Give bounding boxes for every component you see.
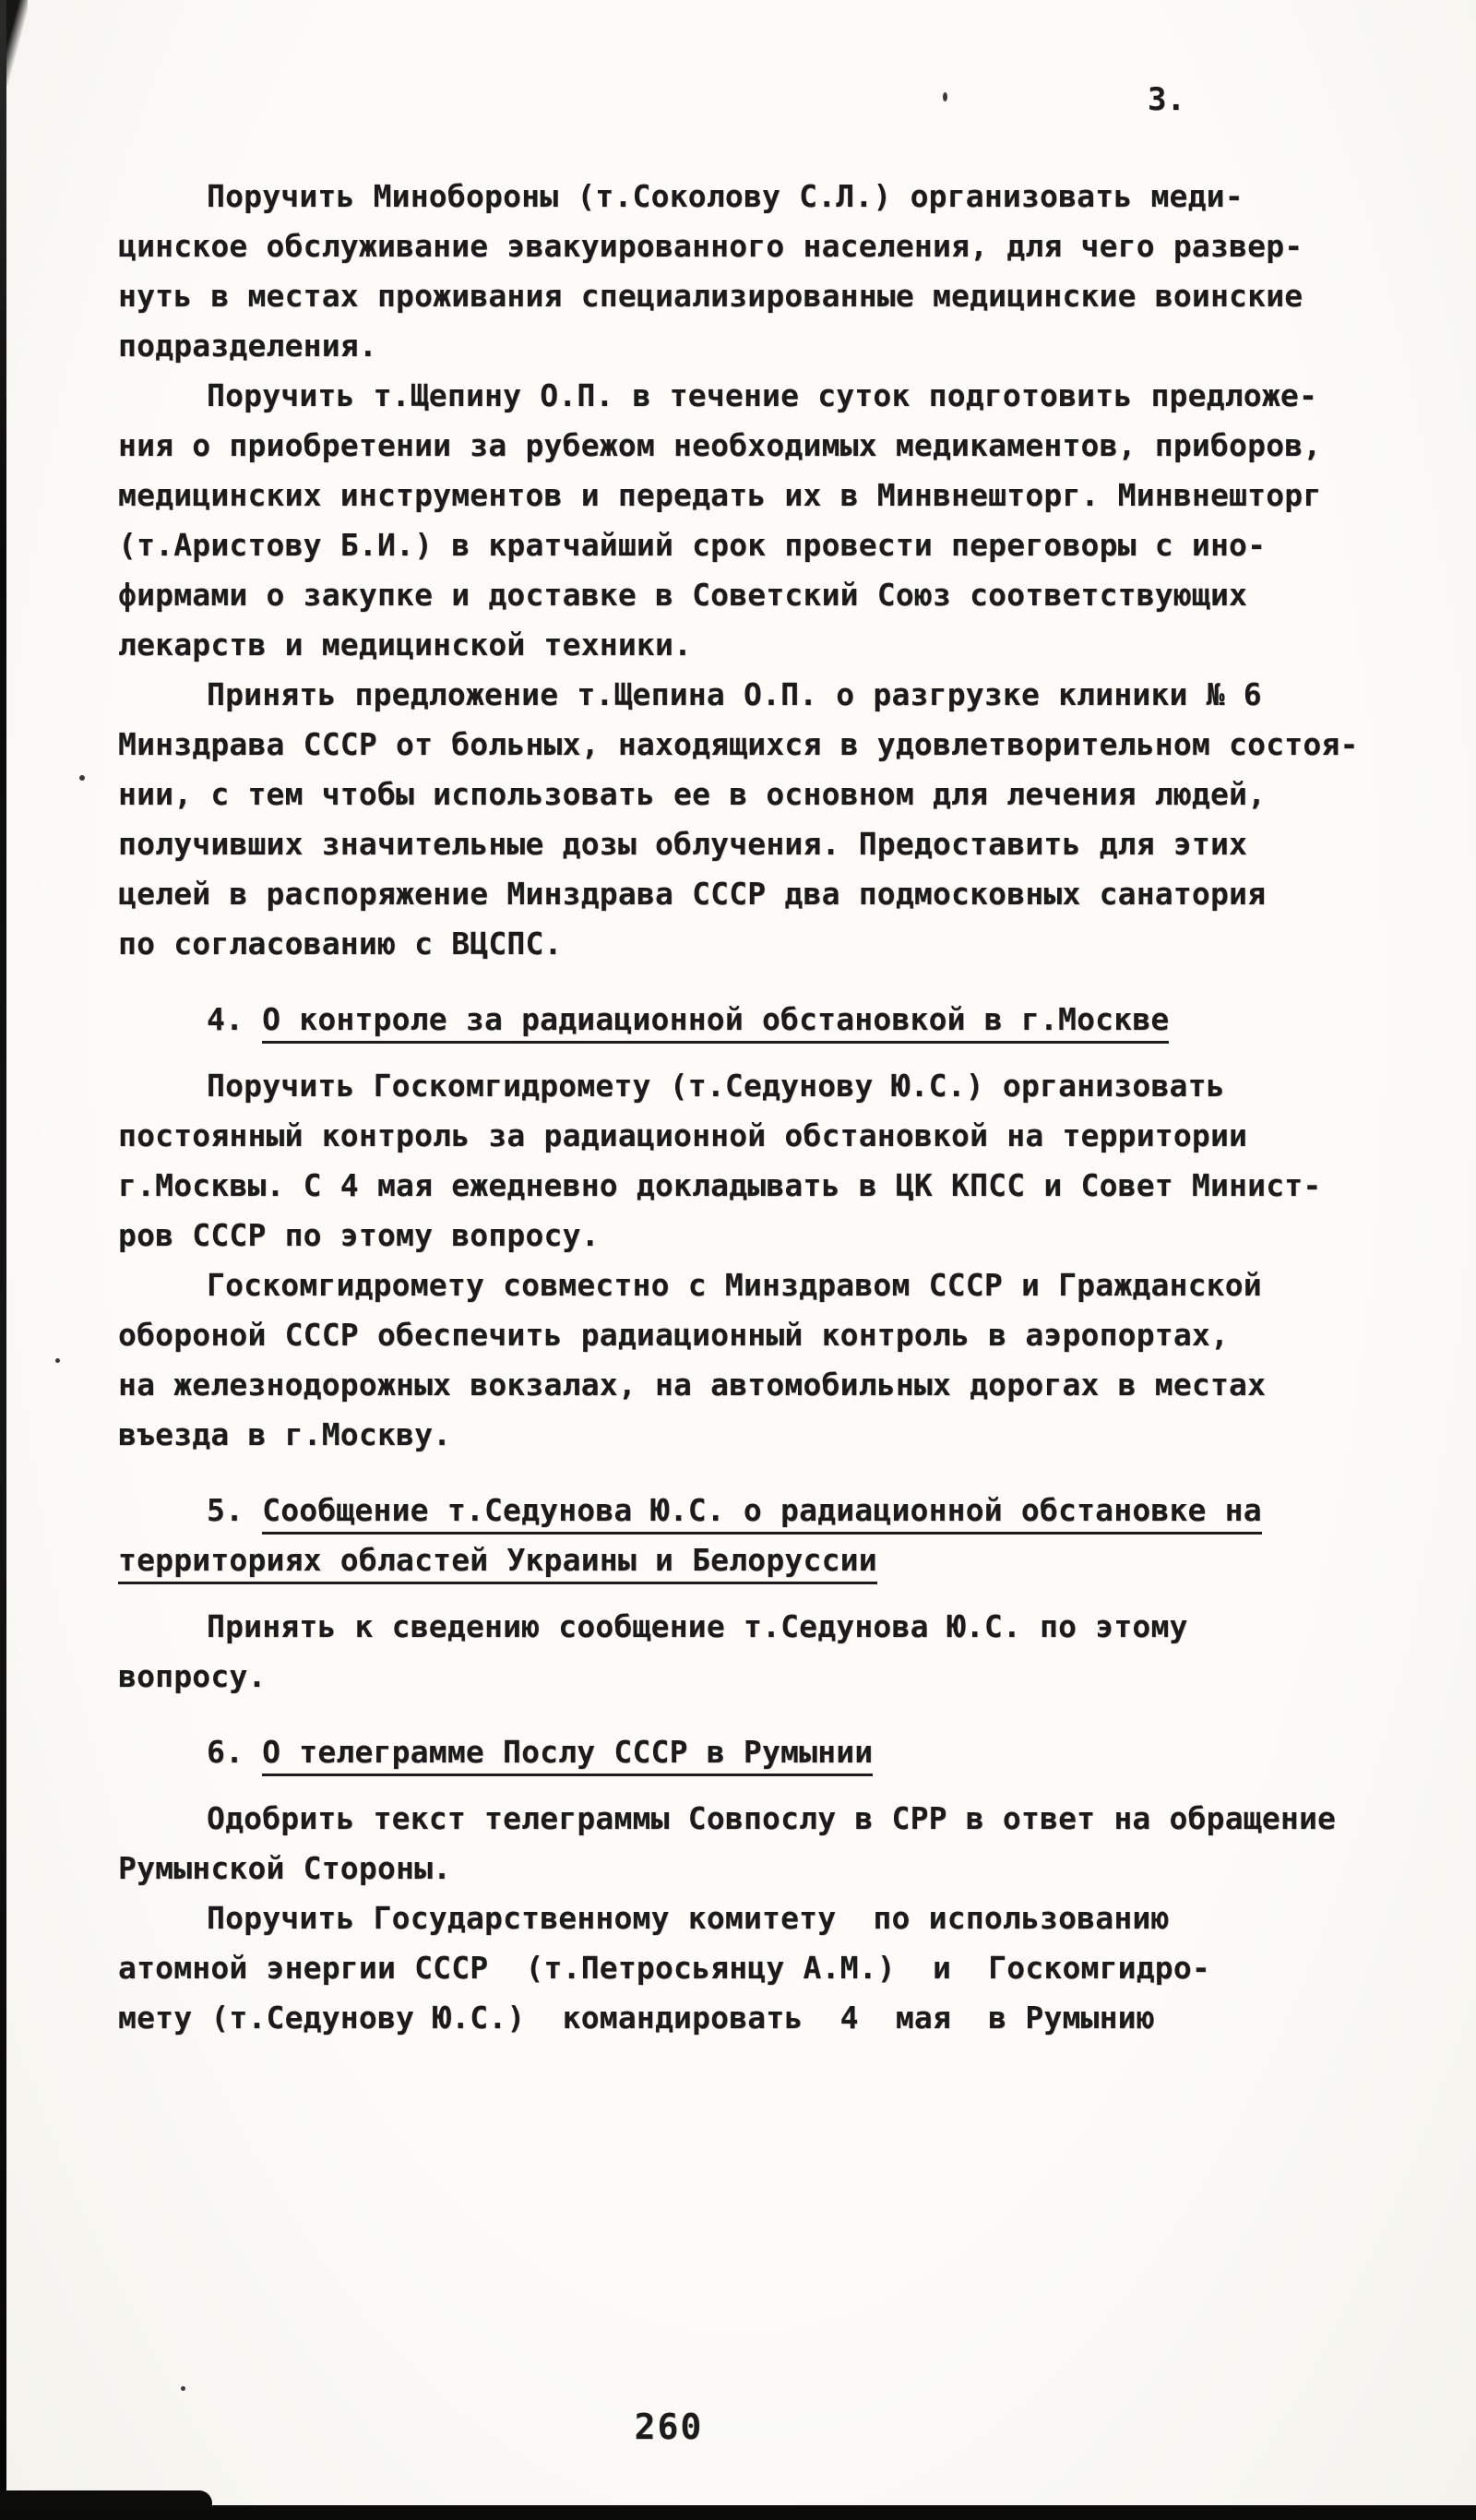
text-line: мету (т.Седунову Ю.С.) командировать 4 мая в Румынию (118, 2000, 1155, 2036)
page-number-top: 3. (1148, 81, 1185, 118)
text-line: вопросу. (118, 1658, 267, 1694)
paragraph (118, 1794, 1402, 1893)
text-line: ния о приобретении за рубежом необходимых медикаментов, приборов, (118, 427, 1322, 463)
text-line (118, 1486, 1402, 1535)
scan-edge-bottom (0, 2505, 1476, 2520)
text-line: Принять предложение т.Щепина О.П. о разгрузке клиники № 6 (207, 676, 1262, 712)
scan-corner-blob (0, 2490, 212, 2511)
text-line: получивших значительные дозы облучения. Предоставить для этих (118, 826, 1248, 862)
paragraph (118, 172, 1402, 371)
text-line: нуть в местах проживания специализированные медицинские воинские (118, 278, 1303, 314)
scan-speck (181, 2386, 185, 2391)
paragraph (118, 1602, 1402, 1702)
text-line: по согласованию с ВЦСПС. (118, 926, 563, 961)
text-line: Минздрава СССР от больных, находящихся в удовлетворительном состоя- (118, 726, 1359, 762)
paragraph (118, 1893, 1402, 2043)
text-line: постоянный контроль за радиационной обстановкой на территории (118, 1117, 1248, 1153)
text-line: Поручить Государственному комитету по использованию (207, 1900, 1170, 1936)
text-line: (т.Аристову Б.И.) в кратчайший срок провести переговоры с ино- (118, 527, 1267, 563)
text-line: Одобрить текст телеграммы Совпослу в СРР в ответ на обращение (207, 1800, 1337, 1836)
text-line: на железнодорожных вокзалах, на автомобильных дорогах в местах (118, 1367, 1267, 1403)
text-body (118, 172, 1402, 2043)
text-line: Румынской Стороны. (118, 1850, 452, 1886)
paragraph (118, 670, 1402, 969)
scan-speck (79, 775, 85, 781)
text-line: Госкомгидромету совместно с Минздравом СССР и Гражданской (207, 1267, 1262, 1303)
heading-number: 6. (207, 1734, 244, 1770)
paragraph (118, 1260, 1402, 1460)
text-line: обороной СССР обеспечить радиационный контроль в аэропортах, (118, 1317, 1230, 1353)
heading-text: О контроле за радиационной обстановкой в г.Москве (262, 1001, 1169, 1044)
text-line: атомной энергии СССР (т.Петросьянцу А.М.) и Госкомгидро- (118, 1950, 1210, 1986)
text-line: фирмами о закупке и доставке в Советский Союз соответствующих (118, 577, 1248, 613)
heading-number: 5. (207, 1492, 244, 1528)
paragraph (118, 371, 1402, 670)
text-line: г.Москвы. С 4 мая ежедневно докладывать в ЦК КПСС и Совет Минист- (118, 1167, 1322, 1203)
heading-text: Сообщение т.Седунова Ю.С. о радиационной обстановке на (262, 1492, 1262, 1535)
text-line: медицинских инструментов и передать их в Минвнешторг. Минвнешторг (118, 477, 1322, 513)
section-heading (118, 1486, 1402, 1585)
heading-text: территориях областей Украины и Белоруссии (118, 1542, 877, 1584)
heading-text: О телеграмме Послу СССР в Румынии (262, 1734, 873, 1776)
text-line: въезда в г.Москву. (118, 1416, 452, 1452)
text-line (118, 1727, 1402, 1777)
text-line: Поручить Минобороны (т.Соколову С.Л.) организовать меди- (207, 178, 1244, 214)
scan-speck (943, 92, 947, 102)
text-line (118, 1535, 1402, 1585)
scan-edge-left (0, 0, 6, 2520)
text-line (118, 995, 1402, 1045)
text-line: Принять к сведению сообщение т.Седунова Ю.С. по этому (207, 1608, 1188, 1644)
scan-speck (55, 1358, 60, 1363)
text-line: лекарств и медицинской техники. (118, 627, 693, 663)
text-line: Поручить Госкомгидромету (т.Седунову Ю.С.) организовать (207, 1068, 1225, 1104)
text-line: целей в распоряжение Минздрава СССР два подмосковных санатория (118, 876, 1267, 912)
section-heading (118, 1727, 1402, 1777)
paragraph (118, 1061, 1402, 1260)
section-heading (118, 995, 1402, 1045)
text-line: ров СССР по этому вопросу. (118, 1217, 600, 1253)
page-number-bottom: 260 (634, 2407, 704, 2447)
heading-number: 4. (207, 1001, 244, 1037)
text-line: Поручить т.Щепину О.П. в течение суток подготовить предложе- (207, 377, 1318, 413)
text-line: подразделения. (118, 328, 377, 364)
text-line: нии, с тем чтобы использовать ее в основном для лечения людей, (118, 776, 1267, 812)
text-line: цинское обслуживание эвакуированного населения, для чего развер- (118, 228, 1303, 264)
